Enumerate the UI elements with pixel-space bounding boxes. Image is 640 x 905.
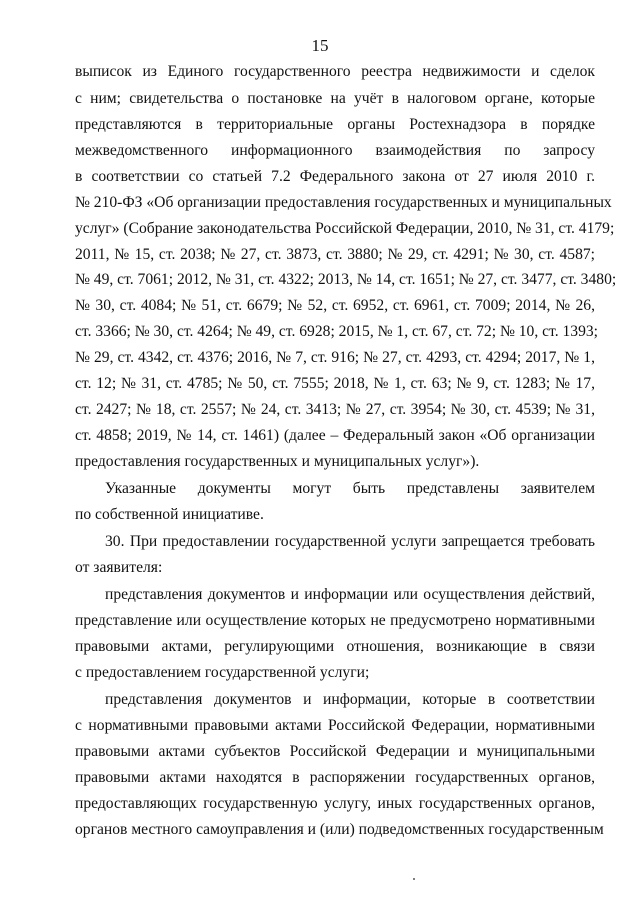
text-line: правовыми актами, регулирующими отношения, возникающие в связи <box>75 638 595 655</box>
scan-dot <box>413 878 415 880</box>
text-line: правовыми актами находятся в распоряжении государственных органов, <box>75 769 595 786</box>
text-line: № 29, ст. 4342, ст. 4376; 2016, № 7, ст. 916; № 27, ст. 4293, ст. 4294; 2017, № 1, <box>75 349 595 366</box>
text-line: представления документов и информации или осуществления действий, <box>105 586 595 603</box>
text-line: представляются в территориальные органы Ростехнадзора в порядке <box>75 116 595 133</box>
text-line: предоставляющих государственную услугу, иных государственных органов, <box>75 795 595 812</box>
text-line: по собственной инициативе. <box>75 506 264 523</box>
text-line: представление или осуществление которых не предусмотрено нормативными <box>75 612 595 629</box>
text-line: с предоставлением государственной услуги; <box>75 664 370 681</box>
text-line: выписок из Единого государственного реестра недвижимости и сделок <box>75 63 595 80</box>
text-line: в соответствии со статьей 7.2 Федерального закона от 27 июля 2010 г. <box>75 168 595 185</box>
text-line: ст. 12; № 31, ст. 4785; № 50, ст. 7555; 2018, № 1, ст. 63; № 9, ст. 1283; № 17, <box>75 375 595 392</box>
text-line: предоставления государственных и муниципальных услуг»). <box>75 453 480 470</box>
page-number: 15 <box>311 36 329 55</box>
text-line: ст. 3366; № 30, ст. 4264; № 49, ст. 6928; 2015, № 1, ст. 67, ст. 72; № 10, ст. 1393; <box>75 323 599 340</box>
text-line: 30. При предоставлении государственной услуги запрещается требовать <box>105 533 595 550</box>
text-line: № 210-ФЗ «Об организации предоставления государственных и муниципальных <box>75 194 612 211</box>
text-line: 2011, № 15, ст. 2038; № 27, ст. 3873, ст. 3880; № 29, ст. 4291; № 30, ст. 4587; <box>75 246 595 263</box>
text-line: представления документов и информации, которые в соответствии <box>105 691 595 708</box>
text-line: межведомственного информационного взаимодействия по запросу <box>75 142 595 159</box>
text-line: ст. 2427; № 18, ст. 2557; № 24, ст. 3413; № 27, ст. 3954; № 30, ст. 4539; № 31, <box>75 401 595 418</box>
text-line: правовыми актами субъектов Российской Федерации и муниципальными <box>75 743 595 760</box>
text-line: от заявителя: <box>75 559 163 576</box>
text-line: № 49, ст. 7061; 2012, № 31, ст. 4322; 2013, № 14, ст. 1651; № 27, ст. 3477, ст. 3480; <box>75 271 617 288</box>
text-line: Указанные документы могут быть представлены заявителем <box>105 480 595 497</box>
text-line: с ним; свидетельства о постановке на учёт в налоговом органе, которые <box>75 90 595 107</box>
text-line: № 30, ст. 4084; № 51, ст. 6679; № 52, ст. 6952, ст. 6961, ст. 7009; 2014, № 26, <box>75 297 595 314</box>
text-line: органов местного самоуправления и (или) подведомственных государственным <box>75 821 604 838</box>
text-line: ст. 4858; 2019, № 14, ст. 1461) (далее – Федеральный закон «Об организации <box>75 427 595 444</box>
text-line: услуг» (Собрание законодательства Российской Федерации, 2010, № 31, ст. 4179; <box>75 220 615 237</box>
text-line: с нормативными правовыми актами Российской Федерации, нормативными <box>75 717 595 734</box>
